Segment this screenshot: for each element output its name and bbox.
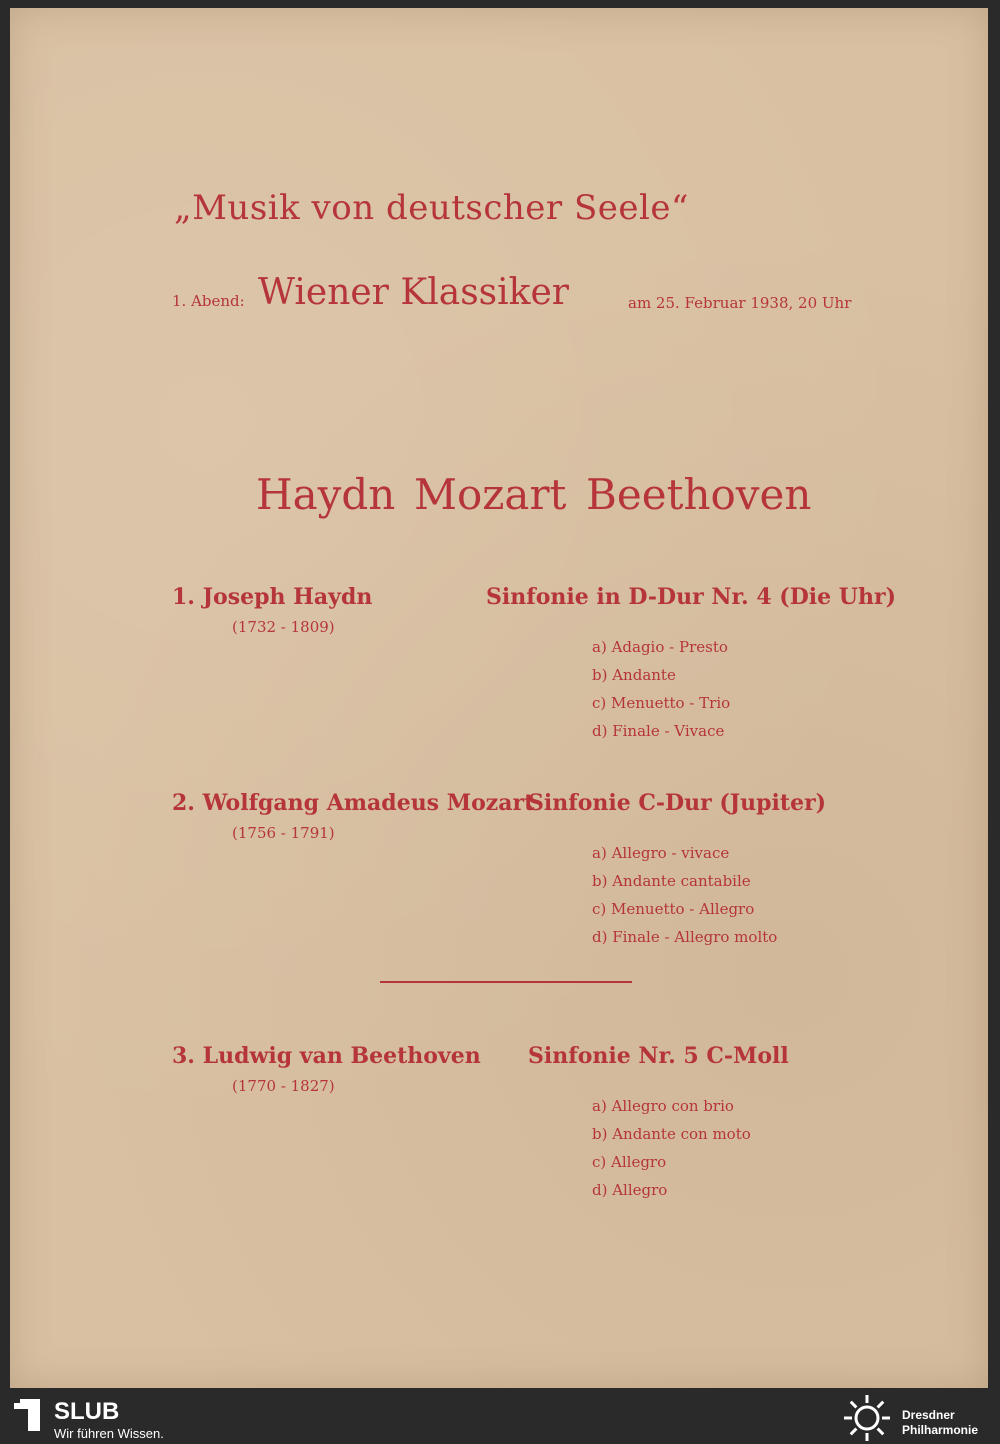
concert-date: am 25. Februar 1938, 20 Uhr [628,294,852,312]
slogan: „Musik von deutscher Seele“ [174,188,689,228]
movement: a) Allegro con brio [592,1097,734,1115]
movement: d) Finale - Allegro molto [592,928,778,946]
program-item-years: (1770 - 1827) [232,1077,335,1095]
movement: a) Adagio - Presto [592,638,728,656]
movement: b) Andante cantabile [592,872,751,890]
partner-name-line2: Philharmonie [902,1423,979,1437]
program-item-years: (1756 - 1791) [232,824,335,842]
program-item-work: Sinfonie Nr. 5 C-Moll [528,1043,789,1069]
slub-name: SLUB [54,1398,120,1425]
program-item-composer: 2. Wolfgang Amadeus Mozart [172,790,535,816]
philharmonie-logo-icon [842,1393,892,1443]
movement: c) Menuetto - Allegro [592,900,755,918]
movement: b) Andante [592,666,676,684]
evening-title: Wiener Klassiker [258,272,569,313]
banner-composer-mozart: Mozart [414,470,567,519]
program-item-work: Sinfonie in D-Dur Nr. 4 (Die Uhr) [486,584,896,610]
program-item-years: (1732 - 1809) [232,618,335,636]
slub-tagline: Wir führen Wissen. [54,1426,164,1441]
movement: d) Allegro [592,1181,668,1199]
movement: c) Menuetto - Trio [592,694,731,712]
movement: b) Andante con moto [592,1125,751,1143]
program-item-composer: 1. Joseph Haydn [172,584,373,610]
slub-logo-icon [10,1397,44,1433]
banner-composer-haydn: Haydn [256,470,396,519]
program-item-composer: 3. Ludwig van Beethoven [172,1043,481,1069]
banner-composer-beethoven: Beethoven [586,470,812,519]
partner-name-line1: Dresdner [902,1408,955,1422]
section-divider [380,981,632,983]
movement: a) Allegro - vivace [592,844,730,862]
movement: c) Allegro [592,1153,667,1171]
movement: d) Finale - Vivace [592,722,725,740]
program-item-work: Sinfonie C-Dur (Jupiter) [528,790,827,816]
evening-label: 1. Abend: [172,292,245,310]
